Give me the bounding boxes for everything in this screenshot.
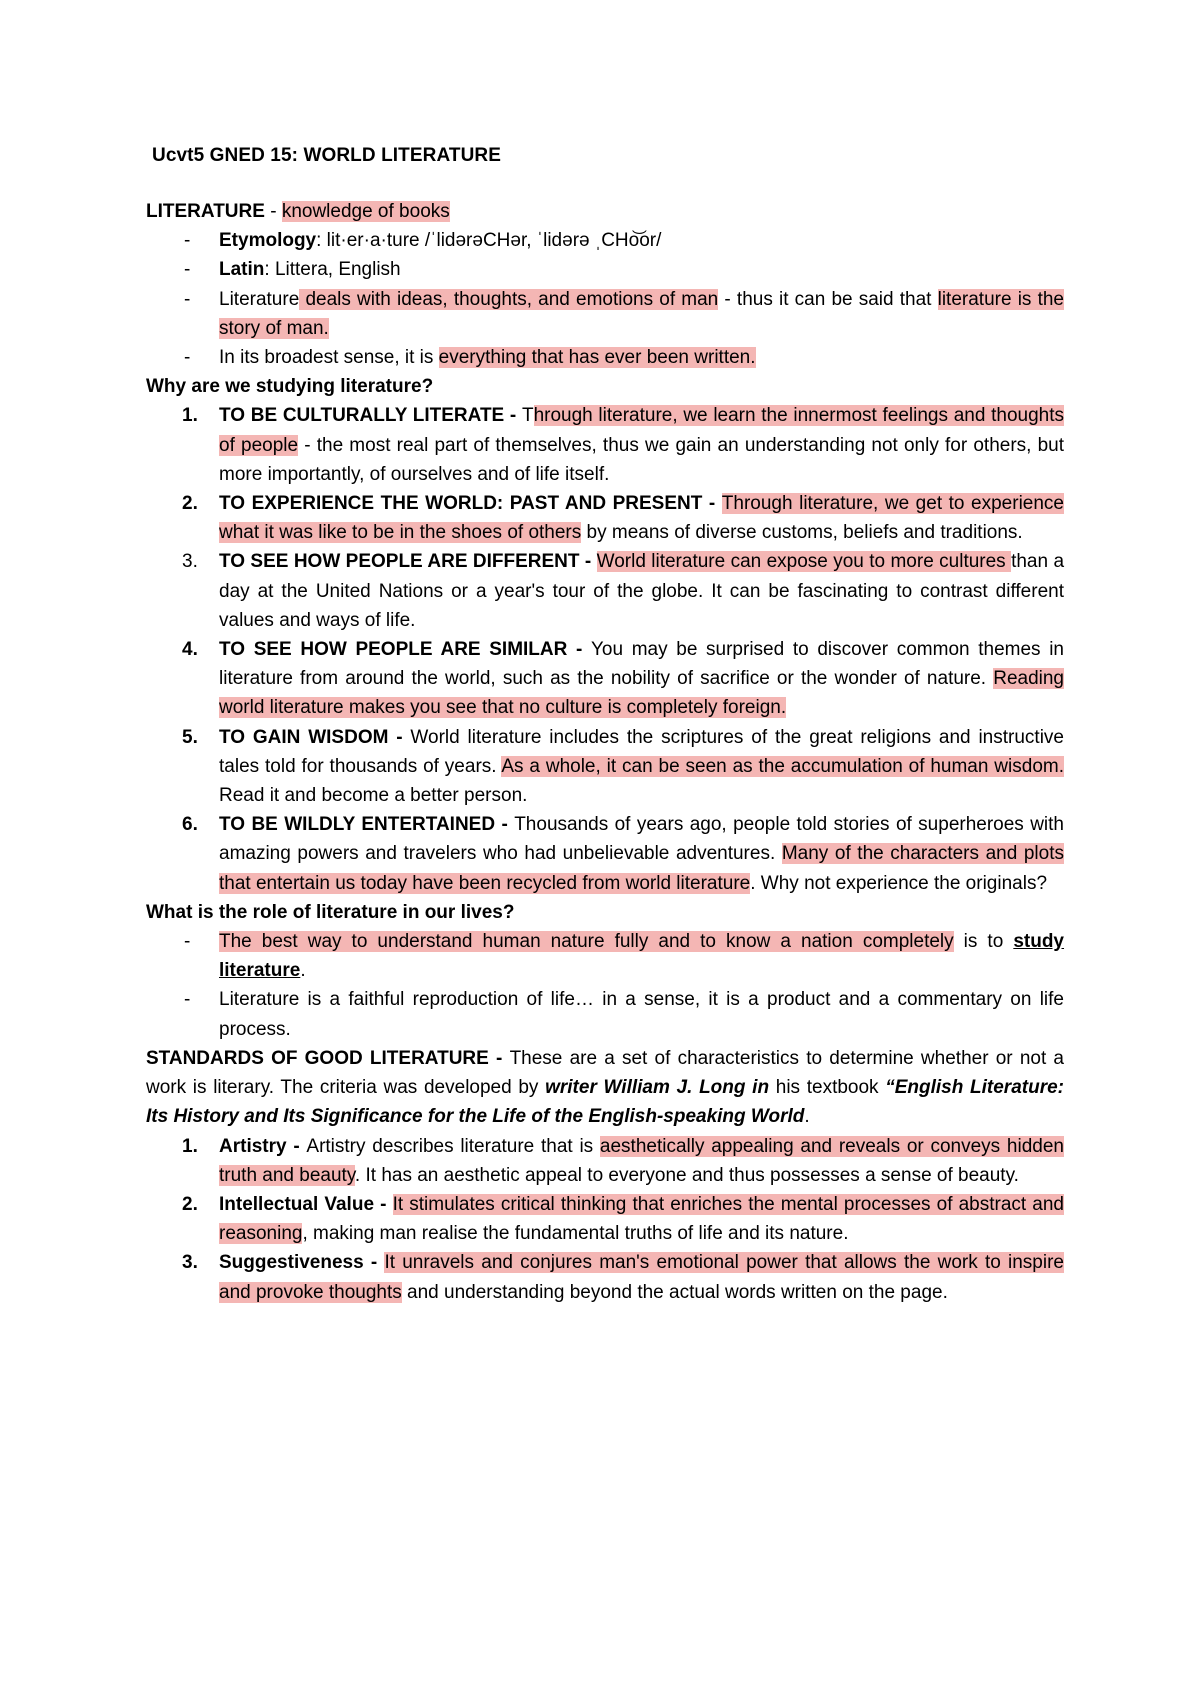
highlight: World literature can expose you to more cultures <box>596 551 1012 573</box>
highlight: everything that has ever been written. <box>438 347 756 369</box>
list-item: - Literature deals with ideas, thoughts, and emotions of man - thus it can be said that literature is the story of man. <box>146 285 1064 343</box>
list-item: 1. Artistry - Artistry describes literature that is aesthetically appealing and reveals or conveys hidden truth and beauty. It has an aesthetic appeal to everyone and thus possesses a sense of beauty. <box>182 1135 1064 1186</box>
role-bullets <box>146 927 1064 1044</box>
list-item: 3. TO SEE HOW PEOPLE ARE DIFFERENT - World literature can expose you to more cultures than a day at the United Nations or a year's tour of the globe. It can be fascinating to contrast different values and ways of life. <box>182 551 1065 631</box>
highlight: literature is the story of man. <box>219 288 1064 339</box>
highlight: deals with ideas, thoughts, and emotions of man <box>299 288 719 310</box>
list-item: 2. Intellectual Value - It stimulates critical thinking that enriches the mental processes of abstract and reasoning, making man realise the fundamental truths of life and its nature. <box>182 1193 1065 1245</box>
literature-bullets <box>146 226 1064 372</box>
highlight: Many of the characters and plots that entertain us today have been recycled from world literature <box>219 843 1064 894</box>
list-item: - Etymology: lit·er·a·ture /ˈlidərəCHər, ˈlidərə ˌCHo͝or/ <box>146 226 1064 255</box>
highlight: aesthetically appealing and reveals or conveys hidden truth and beauty <box>219 1135 1064 1186</box>
highlight: Through literature, we get to experience what it was like to be in the shoes of others <box>219 493 1064 544</box>
highlight: knowledge of books <box>281 201 450 222</box>
section-heading-why: Why are we studying literature? <box>146 376 434 398</box>
highlight: As a whole, it can be seen as the accumulation of human wisdom. <box>501 755 1064 777</box>
underlined-term: study literature <box>219 931 1065 982</box>
list-item: 1. TO BE CULTURALLY LITERATE - Through literature, we learn the innermost feelings and thoughts of people - the most real part of themselves, thus we gain an understanding not only for others, but more importantly, of ourselves and of life itself. <box>182 405 1065 485</box>
highlight: The best way to understand human nature fully and to know a nation completely <box>219 931 954 953</box>
list-item: 5. TO GAIN WISDOM - World literature includes the scriptures of the great religions and instructive tales told for thousands of years. As a whole, it can be seen as the accumulation of human wisdom. Read it and become a better person. <box>182 726 1064 807</box>
list-item: 2. TO EXPERIENCE THE WORLD: PAST AND PRESENT - Through literature, we get to experience what it was like to be in the shoes of others by means of diverse customs, beliefs and traditions. <box>182 493 1064 544</box>
highlight: Reading world literature makes you see that no culture is completely foreign. <box>219 668 1064 719</box>
standards-list <box>146 1132 1064 1307</box>
list-item: - Literature is a faithful reproduction of life… in a sense, it is a product and a commentary on life process. <box>146 985 1064 1043</box>
literature-definition: LITERATURE - knowledge of books <box>146 201 450 222</box>
why-list <box>146 401 1064 897</box>
literature-term: LITERATURE <box>146 201 265 222</box>
list-item: - Latin: Littera, English <box>146 255 1064 284</box>
highlight: hrough literature, we learn the innermost feelings and thoughts of people <box>219 405 1064 456</box>
highlight: It stimulates critical thinking that enriches the mental processes of abstract and reasoning <box>219 1193 1065 1245</box>
highlight: It unravels and conjures man's emotional power that allows the work to inspire and provoke thoughts <box>219 1252 1064 1303</box>
list-item: 3. Suggestiveness - It unravels and conjures man's emotional power that allows the work to inspire and provoke thoughts and understanding beyond the actual words written on the page. <box>182 1252 1064 1303</box>
section-heading-role: What is the role of literature in our lives? <box>146 901 515 923</box>
page-title: Ucvt5 GNED 15: WORLD LITERATURE <box>152 145 501 166</box>
list-item: 6. TO BE WILDLY ENTERTAINED - Thousands of years ago, people told stories of superheroes with amazing powers and travelers who had unbelievable adventures. Many of the characters and plots that entertain us today have been recycled from world literature. Why not experience the originals? <box>182 814 1064 894</box>
standards-intro: STANDARDS OF GOOD LITERATURE - These are a set of characteristics to determine whether or not a work is literary. The criteria was developed by writer William J. Long in his textbook “English Literature: Its History and Its Significance for the Life of the English-speaking World. <box>146 1047 1064 1128</box>
list-item: - The best way to understand human nature fully and to know a nation completely is to study literature. <box>146 927 1064 985</box>
list-item: - In its broadest sense, it is everything that has ever been written. <box>146 343 1064 372</box>
list-item: 4. TO SEE HOW PEOPLE ARE SIMILAR - You may be surprised to discover common themes in literature from around the world, such as the nobility of sacrifice or the wonder of nature. Reading world literature makes you see that no culture is completely foreign. <box>182 639 1064 719</box>
